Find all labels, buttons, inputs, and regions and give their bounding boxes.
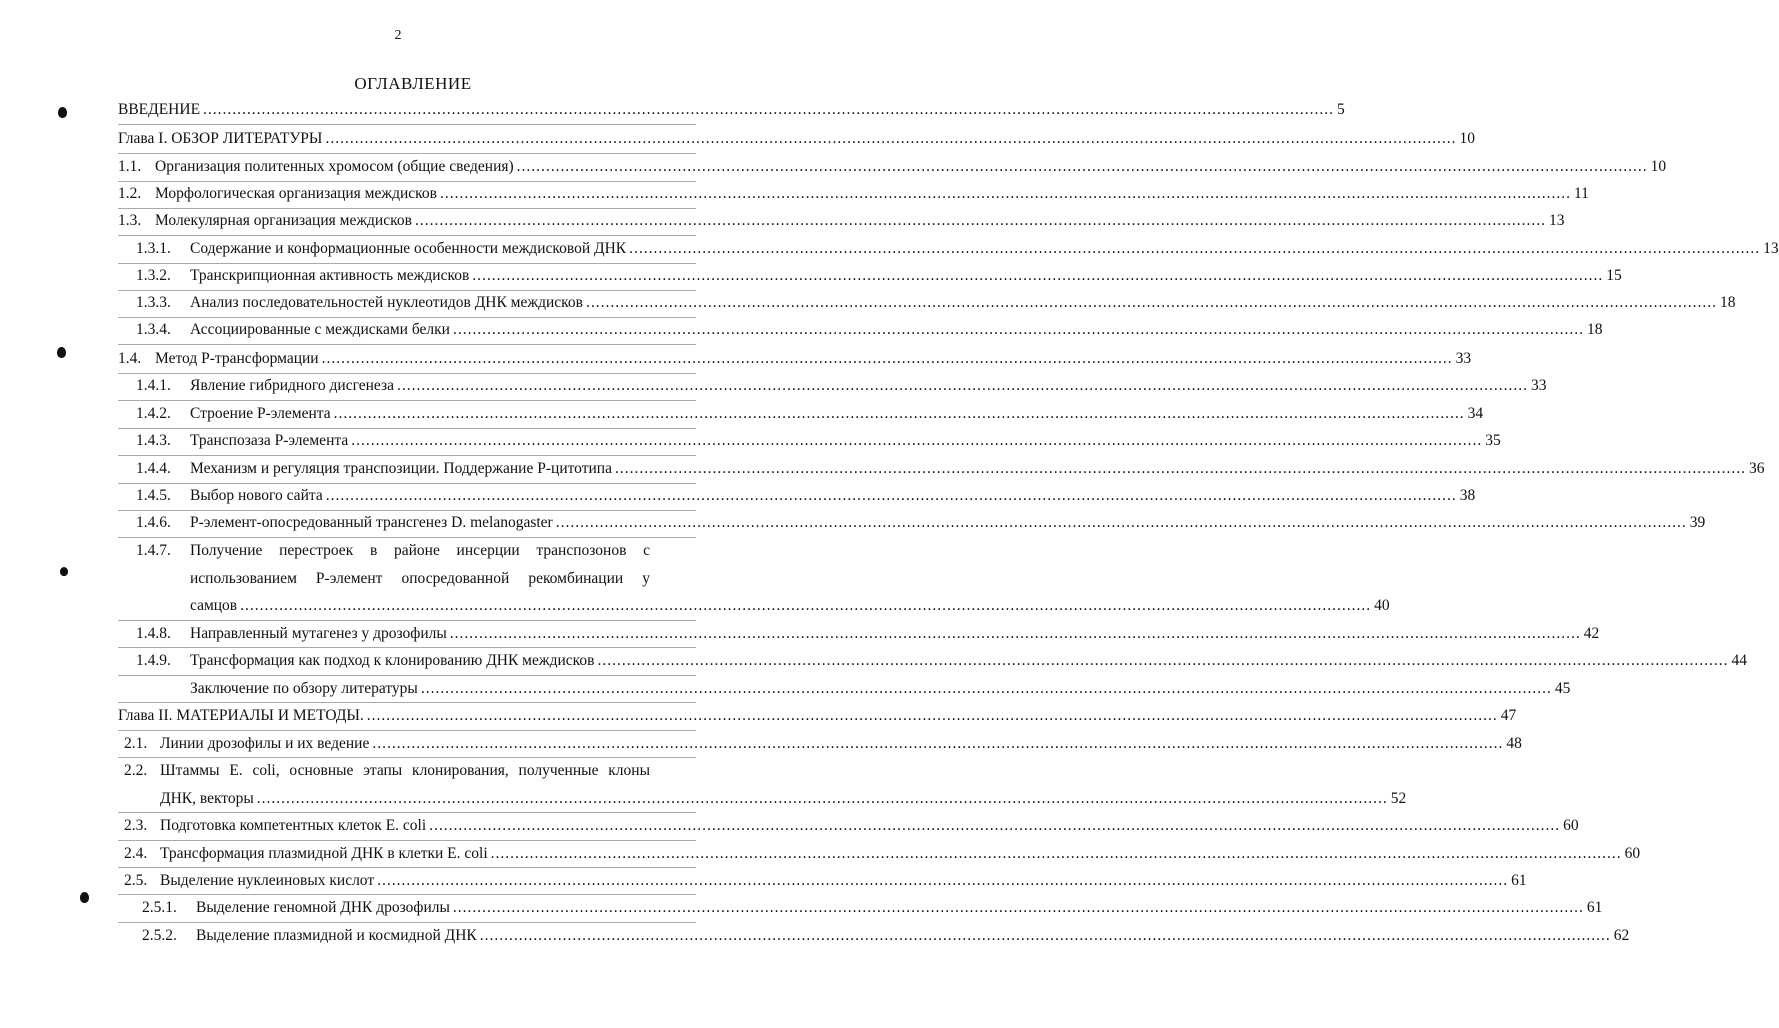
toc-entry[interactable] (124, 844, 1641, 864)
toc-entry-text: Организация политенных хромосом (общие сведения) (155, 158, 514, 175)
toc-entry-number: 1.1. (118, 158, 142, 175)
toc-entry-text: использованием P-элемент опосредованной рекомбинации у (190, 570, 650, 587)
toc-entry-page: 13 (1548, 212, 1565, 229)
toc-entry-page: 18 (1719, 294, 1736, 311)
toc-entry-page: 48 (1506, 735, 1522, 752)
toc-entry-text: Линии дрозофилы и их ведение (160, 735, 370, 752)
margin-mark (57, 347, 66, 358)
toc-entry[interactable] (136, 651, 1747, 671)
toc-entry-number: 1.3.4. (136, 321, 171, 338)
toc-entry[interactable] (118, 706, 1517, 726)
toc-entry-text: Выбор нового сайта (190, 487, 323, 504)
toc-entry-text: Анализ последовательностей нуклеотидов ДНК междисков (190, 294, 583, 311)
toc-entry-text: Строение P-элемента (190, 405, 331, 422)
toc-entry-page: 33 (1455, 350, 1472, 367)
toc-entry-number: 2.2. (124, 762, 148, 779)
divider (118, 840, 696, 841)
toc-entry-text: Транскрипционная активность междисков (190, 267, 470, 284)
divider (118, 208, 696, 209)
toc-entry-number: 1.4.3. (136, 432, 171, 449)
toc-entry-number: 2.4. (124, 845, 148, 862)
toc-entry-page: 11 (1573, 185, 1589, 202)
toc-entry-text: Глава I. ОБЗОР ЛИТЕРАТУРЫ (118, 130, 323, 147)
toc-entry[interactable] (136, 459, 1765, 479)
divider (118, 317, 696, 318)
toc-entry-number: 2.5. (124, 872, 148, 889)
toc-entry[interactable] (124, 734, 1522, 754)
margin-mark (60, 567, 68, 576)
toc-entry-text: Механизм и регуляция транспозиции. Поддержание P-цитотипа (190, 460, 612, 477)
toc-entry[interactable] (136, 624, 1600, 644)
toc-entry-text: P-элемент-опосредованный трансгенез D. melanogaster (190, 514, 553, 531)
toc-entry-page: 61 (1586, 899, 1603, 916)
toc-entry-page: 61 (1511, 872, 1527, 889)
toc-entry-text: Штаммы E. coli, основные этапы клонирования, полученные клоны (160, 762, 650, 779)
toc-entry-text: Морфологическая организация междисков (155, 185, 437, 202)
toc-entry-number: 1.3.2. (136, 267, 171, 284)
toc-entry-continuation (190, 596, 1390, 616)
toc-entry[interactable] (142, 898, 1603, 918)
divider (118, 620, 696, 621)
toc-entry[interactable] (136, 404, 1484, 424)
toc-entry-text: Трансформация как подход к клонированию ДНК междисков (190, 652, 595, 669)
toc-entry[interactable] (124, 761, 650, 781)
divider (118, 344, 696, 345)
divider (118, 290, 696, 291)
margin-mark (58, 107, 67, 118)
toc-entry-number: 1.3. (118, 212, 142, 229)
toc-entry-page: 10 (1650, 158, 1667, 175)
divider (118, 153, 696, 154)
divider (118, 510, 696, 511)
toc-entry-page: 18 (1586, 321, 1603, 338)
toc-entry[interactable] (118, 100, 1345, 120)
toc-entry-number: 2.5.2. (142, 927, 177, 944)
toc-entry-number: 1.4.4. (136, 460, 171, 477)
margin-mark (80, 892, 89, 903)
toc-entry-number: 1.4.9. (136, 652, 171, 669)
toc-entry[interactable] (118, 157, 1667, 177)
toc-entry[interactable] (136, 541, 650, 561)
toc-entry-text: Заключение по обзору литературы (190, 680, 418, 697)
toc-entry-text: Транспозаза P-элемента (190, 432, 349, 449)
toc-entry-page: 38 (1459, 487, 1476, 504)
divider (118, 702, 696, 703)
divider (118, 428, 696, 429)
divider (118, 647, 696, 648)
toc-entry[interactable] (136, 376, 1547, 396)
toc-entry-page: 13 (1763, 240, 1779, 257)
divider (118, 757, 696, 758)
toc-entry-number: 2.5.1. (142, 899, 177, 916)
toc-entry-page: 60 (1563, 817, 1579, 834)
divider (118, 922, 696, 923)
toc-entry-number: 1.3.1. (136, 240, 171, 257)
toc-entry-text: ВВЕДЕНИЕ (118, 101, 201, 118)
toc-entry[interactable] (118, 211, 1565, 231)
toc-entry-page: 5 (1337, 101, 1345, 118)
toc-entry[interactable] (118, 349, 1472, 369)
toc-entry-page: 36 (1748, 460, 1765, 477)
toc-entry-continuation (190, 569, 650, 589)
toc-entry-page: 39 (1689, 514, 1706, 531)
toc-entry-text: Подготовка компетентных клеток E. coli (160, 817, 427, 834)
toc-entry-page: 45 (1554, 680, 1571, 697)
toc-entry[interactable] (124, 816, 1579, 836)
page-title: ОГЛАВЛЕНИЕ (354, 74, 472, 93)
toc-entry-text: Получение перестроек в районе инсерции транспозонов с (190, 542, 650, 559)
toc-entry-text: ДНК, векторы (160, 790, 254, 807)
toc-entry[interactable] (136, 239, 1779, 259)
toc-entry-number: 1.4.1. (136, 377, 171, 394)
toc-entry-number: 1.4.8. (136, 625, 171, 642)
toc-entry-text: Трансформация плазмидной ДНК в клетки E. coli (160, 845, 488, 862)
toc-entry-number: 1.3.3. (136, 294, 171, 311)
toc-entry[interactable] (136, 431, 1501, 451)
divider (118, 867, 696, 868)
toc-entry[interactable] (136, 320, 1603, 340)
toc-entry-text: Ассоциированные с междисками белки (190, 321, 450, 338)
toc-entry[interactable] (136, 293, 1736, 313)
toc-entry-text: Явление гибридного дисгенеза (190, 377, 394, 394)
toc-entry-continuation (160, 789, 1407, 809)
toc-entry-text: Выделение нуклеиновых кислот (160, 872, 375, 889)
page-number: 2 (394, 28, 402, 43)
toc-entry-text: Молекулярная организация междисков (155, 212, 412, 229)
toc-entry[interactable] (136, 513, 1706, 533)
divider (118, 263, 696, 264)
toc-entry-number: 1.4.2. (136, 405, 171, 422)
divider (118, 894, 696, 895)
divider (118, 537, 696, 538)
toc-entry-page: 40 (1374, 597, 1390, 614)
toc-entry-text: самцов (190, 597, 238, 614)
toc-entry-page: 33 (1530, 377, 1547, 394)
toc-entry-number: 2.1. (124, 735, 148, 752)
toc-entry-number: 1.2. (118, 185, 142, 202)
divider (118, 373, 696, 374)
toc-entry-number: 1.4.5. (136, 487, 171, 504)
toc-entry-number: 1.4.6. (136, 514, 171, 531)
toc-entry-text: Содержание и конформационные особенности междисковой ДНК (190, 240, 627, 257)
divider (118, 812, 696, 813)
toc-entry[interactable] (136, 486, 1476, 506)
toc-entry[interactable] (124, 871, 1527, 891)
divider (118, 181, 696, 182)
divider (118, 235, 696, 236)
toc-entry[interactable] (136, 266, 1622, 286)
toc-entry-page: 42 (1583, 625, 1600, 642)
toc-entry-page: 60 (1624, 845, 1641, 862)
toc-entry-page: 35 (1485, 432, 1501, 449)
divider (118, 483, 696, 484)
toc-entry-page: 62 (1613, 927, 1630, 944)
toc-entry-text: Метод P-трансформации (155, 350, 319, 367)
toc-entry-page: 47 (1500, 707, 1517, 724)
toc-entry[interactable] (190, 679, 1571, 699)
toc-entry[interactable] (118, 129, 1475, 149)
toc-entry-page: 10 (1459, 130, 1475, 147)
toc-entry-text: Выделение геномной ДНК дрозофилы (196, 899, 450, 916)
divider (118, 124, 696, 125)
toc-entry-number: 2.3. (124, 817, 148, 834)
divider (118, 400, 696, 401)
toc-entry-number: 1.4. (118, 350, 142, 367)
toc-entry-page: 52 (1390, 790, 1407, 807)
toc-entry-text: Направленный мутагенез у дрозофилы (190, 625, 447, 642)
toc-entry-number: 1.4.7. (136, 542, 171, 559)
toc-entry[interactable] (118, 184, 1589, 204)
divider (118, 730, 696, 731)
toc-entry[interactable] (142, 926, 1630, 946)
toc-entry-text: Глава II. МАТЕРИАЛЫ И МЕТОДЫ. (118, 707, 364, 724)
toc-entry-page: 34 (1467, 405, 1484, 422)
divider (118, 675, 696, 676)
divider (118, 455, 696, 456)
toc-entry-text: Выделение плазмидной и космидной ДНК (196, 927, 477, 944)
toc-entry-page: 44 (1731, 652, 1747, 669)
toc-entry-page: 15 (1606, 267, 1622, 284)
